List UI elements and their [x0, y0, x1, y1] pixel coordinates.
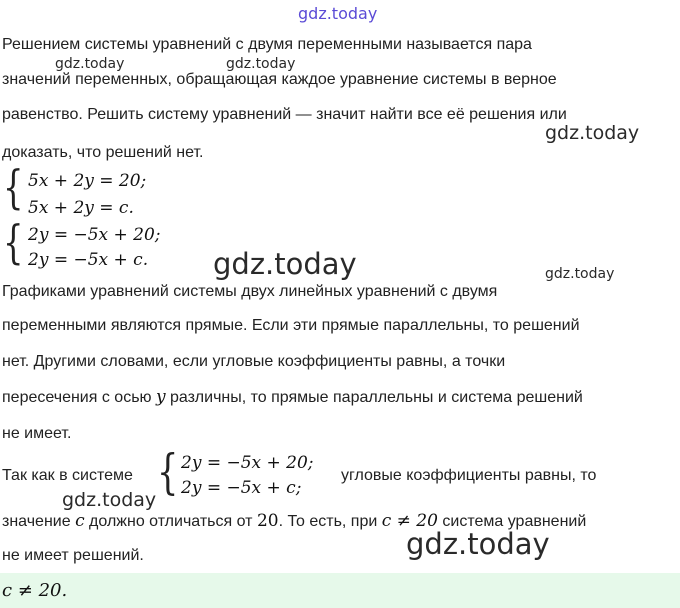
- left-brace: {: [3, 160, 24, 214]
- paragraph-line: Решением системы уравнений с двумя переменными называется пара: [2, 36, 532, 53]
- equation: 2y = −5x + 20;: [28, 225, 161, 245]
- watermark: gdz.today: [545, 266, 615, 282]
- text-segment: значение: [2, 513, 76, 530]
- left-brace: {: [157, 444, 179, 500]
- watermark: gdz.today: [55, 56, 125, 72]
- math-number: 20: [256, 511, 279, 531]
- paragraph-line: нет. Другими словами, если угловые коэффициенты равны, а точки: [2, 353, 506, 370]
- answer-box: [0, 573, 680, 608]
- text-segment: система уравнений: [437, 513, 587, 530]
- equation: 2y = −5x + 20;: [181, 453, 314, 473]
- watermark: gdz.today: [406, 527, 550, 561]
- text-segment: . То есть, при: [278, 513, 382, 530]
- math-variable: c: [75, 511, 85, 531]
- watermark: gdz.today: [213, 247, 357, 281]
- paragraph-line: [2, 387, 583, 408]
- watermark: gdz.today: [545, 122, 640, 144]
- math-variable: y: [155, 387, 166, 407]
- text-segment: должно отличаться от: [84, 513, 257, 530]
- watermark-top: gdz.today: [298, 4, 378, 23]
- paragraph-line: [2, 511, 586, 532]
- text-segment: пересечения с осью: [2, 389, 156, 406]
- equation: 5x + 2y = 20;: [28, 171, 147, 191]
- paragraph-line: Так как в системе: [2, 467, 133, 484]
- paragraph-line: не имеет решений.: [2, 547, 144, 564]
- paragraph-line: Графиками уравнений системы двух линейных уравнений с двумя: [2, 283, 498, 300]
- paragraph-line: доказать, что решений нет.: [2, 144, 204, 161]
- watermark: gdz.today: [226, 56, 296, 72]
- equation: 2y = −5x + c;: [181, 478, 302, 498]
- math-inequality: c ≠ 20: [381, 511, 438, 531]
- equation: 2y = −5x + c.: [28, 250, 149, 270]
- equation: 5x + 2y = c.: [28, 198, 134, 218]
- paragraph-line: переменными являются прямые. Если эти прямые параллельны, то решений: [2, 317, 580, 334]
- paragraph-line: не имеет.: [2, 425, 72, 442]
- answer: c ≠ 20.: [2, 580, 68, 601]
- paragraph-line: угловые коэффициенты равны, то: [341, 467, 597, 484]
- text-segment: различны, то прямые параллельны и система решений: [165, 389, 583, 406]
- watermark: gdz.today: [62, 489, 157, 511]
- paragraph-line: значений переменных, обращающая каждое уравнение системы в верное: [2, 71, 557, 88]
- paragraph-line: равенство. Решить систему уравнений — значит найти все её решения или: [2, 106, 567, 123]
- left-brace: {: [3, 215, 24, 269]
